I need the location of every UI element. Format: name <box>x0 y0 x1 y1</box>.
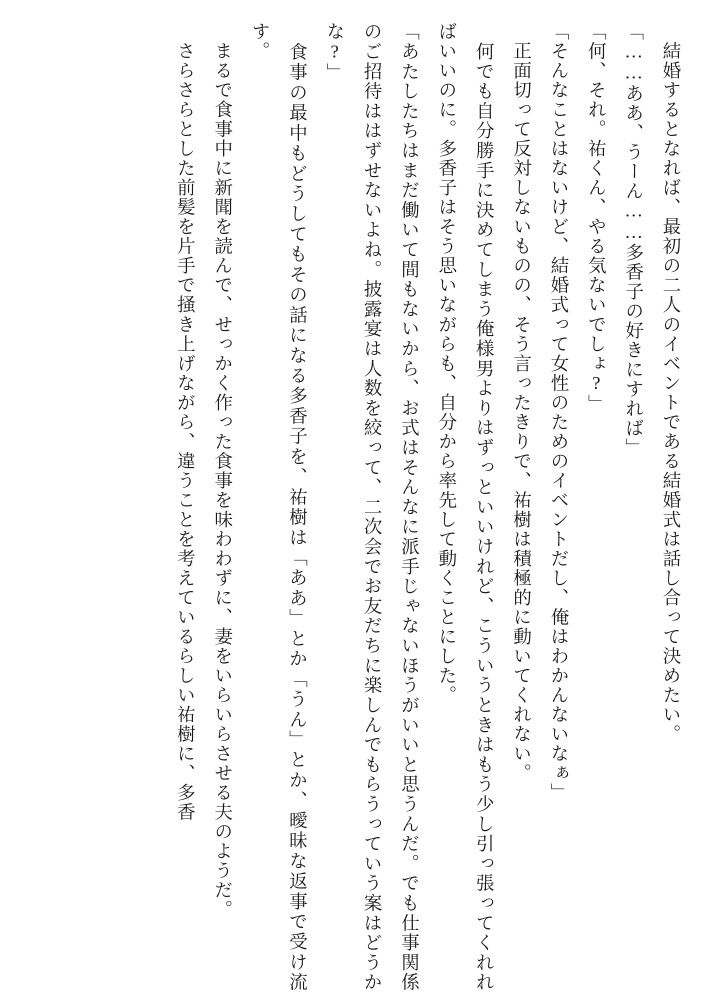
paragraph: 何でも自分勝手に決めてしまう俺様男よりはずっといいけれど、こういうときはもう少し引っ張ってくれればいいのに。多香子はそう思いながらも、自分から率先して動くことにした。 <box>436 22 495 992</box>
paragraph: さらさらとした前髪を片手で掻き上げながら、違うことを考えているらしい祐樹に、多香 <box>175 22 196 822</box>
paragraph: 正面切って反対しないものの、そう言ったきりで、祐樹は積極的に動いてくれない。 <box>511 22 532 783</box>
paragraph: まるで食事中に新聞を読んで、せっかく作った食事を味わわずに、妻をいらいらさせる夫のようだ。 <box>212 22 233 920</box>
vertical-text-body <box>18 22 689 992</box>
paragraph: 「……ああ、うーん……多香子の好きにすれば」 <box>623 22 644 458</box>
paragraph: 食事の最中もどうしてもその話になる多香子を、祐樹は「ああ」とか「うん」とか、曖昧な返事で受け流す。 <box>250 22 308 992</box>
paragraph: 結婚するとなれば、最初の二人のイベントである結婚式は話し合って決めたい。 <box>661 22 681 744</box>
paragraph: 「そんなことはないけど、結婚式って女性のためのイベントだし、俺はわかんないなぁ」 <box>548 22 569 803</box>
paragraph: 「あたしたちはまだ働いて間もないから、お式はそんなに派手じゃないほうがいいと思うんだ。でも仕事関係のご招待ははずせないよね。披露宴は人数を絞って、二次会でお友だちに楽しんでもらうっていう案はどうかな?」 <box>324 22 420 992</box>
paragraph: 「何、それ。祐くん、やる気ないでしょ?」 <box>586 22 607 414</box>
